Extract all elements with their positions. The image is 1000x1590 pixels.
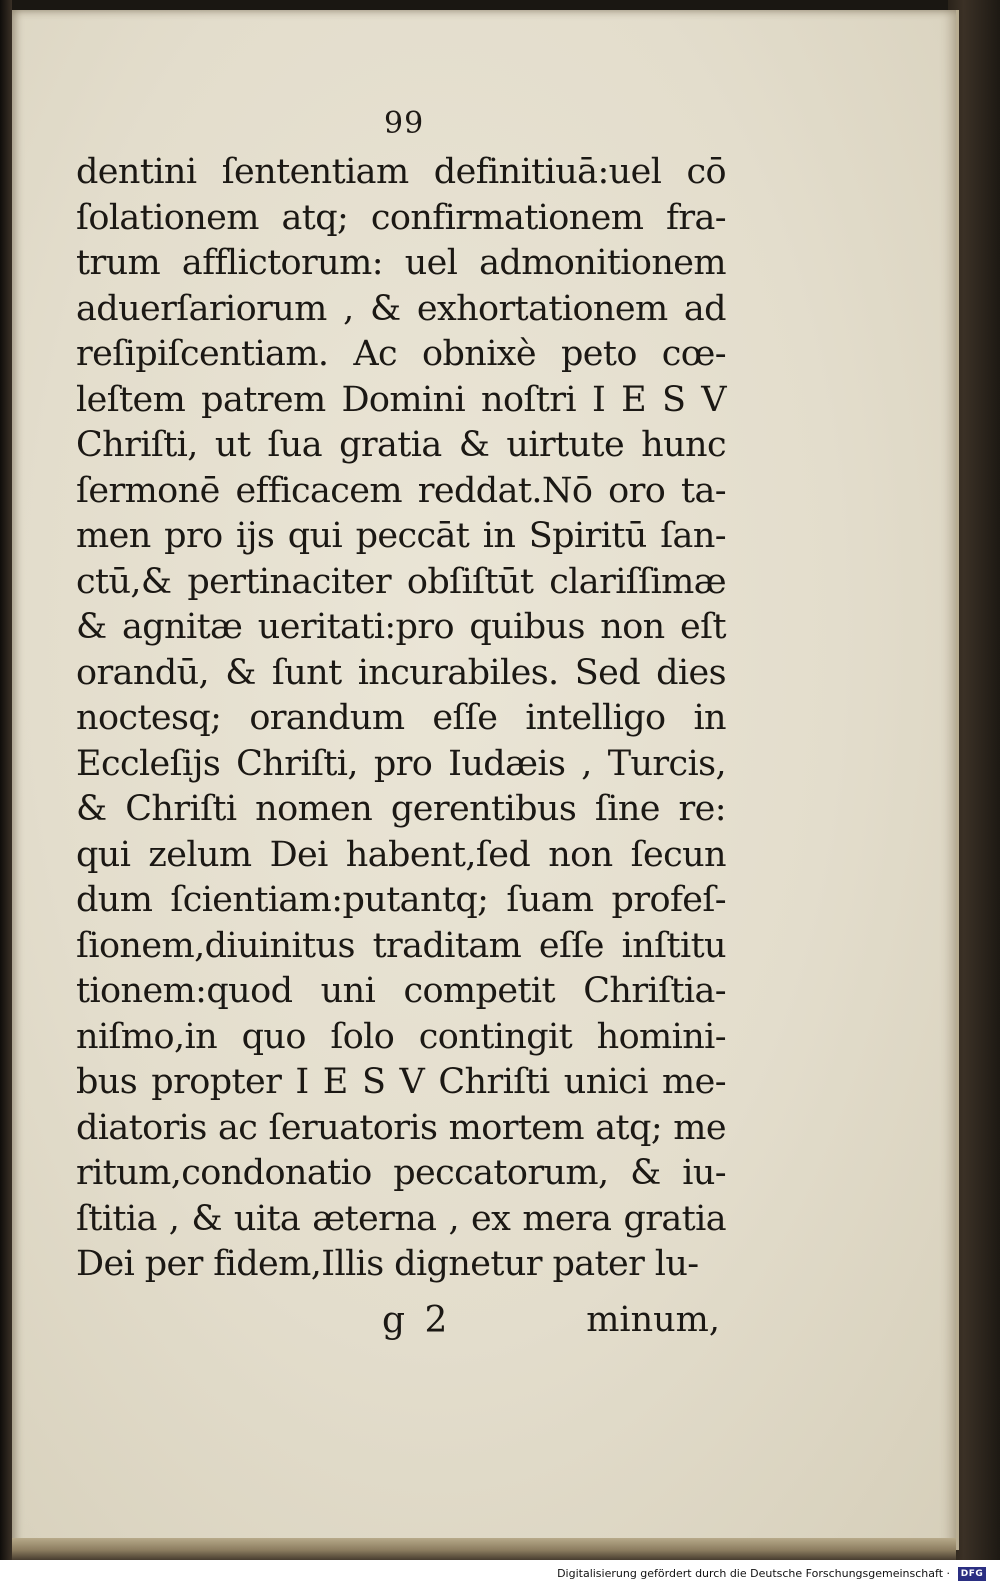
book-page <box>12 10 959 1550</box>
text-line: Dei per fidem,Illis dignetur pater lu- <box>76 1244 699 1284</box>
signature-mark: g 2 <box>382 1300 452 1341</box>
text-line: Eccleſijs Chriſti, pro Iudæis , Turcis, <box>76 743 726 784</box>
text-line: ſolationem atq; confirmationem fra- <box>76 197 726 238</box>
text-line: niſmo,in quo ſolo contingit homini- <box>76 1016 726 1057</box>
dfg-logo: DFG <box>958 1567 986 1581</box>
text-line: ſermonē efficacem reddat.Nō oro ta- <box>76 470 726 511</box>
text-line: noctesq; orandum eſſe intelligo in <box>76 698 726 738</box>
text-line: dentini ſententiam definitiuā:uel cō <box>76 152 726 192</box>
catchword: minum, <box>586 1300 720 1340</box>
binding-edge <box>0 0 12 1560</box>
text-line: tionem:quod uni competit Chriſtia- <box>76 971 726 1011</box>
text-line: men pro ijs qui peccāt in Spiritū ſan- <box>76 516 726 556</box>
text-line: bus propter I E S V Chriſti unici me- <box>76 1062 726 1102</box>
text-line: diatoris ac ſeruatoris mortem atq; me <box>76 1107 726 1148</box>
text-line: leſtem patrem Domini noſtri I E S V <box>76 379 726 420</box>
text-line: ctū,& pertinaciter obſiſtūt clariſſimæ <box>76 561 726 602</box>
text-line: & agnitæ ueritati:pro quibus non eſt <box>76 607 726 647</box>
text-line: ritum,condonatio peccatorum, & iu- <box>76 1153 726 1193</box>
text-line: aduerſariorum , & exhortationem ad <box>76 288 726 329</box>
digitization-footer <box>0 1560 1000 1590</box>
page-number: 99 <box>384 106 425 141</box>
text-line: dum ſcientiam:putantq; ſuam profeſ- <box>76 880 726 920</box>
text-line: reſipiſcentiam. Ac obnixè peto cœ- <box>76 334 726 374</box>
text-line: ſtitia , & uita æterna , ex mera gratia <box>76 1198 726 1239</box>
text-line: orandū, & ſunt incurabiles. Sed dies <box>76 652 726 693</box>
page-bottom-edge <box>12 1538 956 1562</box>
text-line: trum afflictorum: uel admonitionem <box>76 243 726 283</box>
text-line: & Chriſti nomen gerentibus ſine re: <box>76 789 726 829</box>
text-body <box>76 150 726 1288</box>
text-line: ſionem,diuinitus traditam eſſe inſtitu <box>76 925 726 966</box>
funding-credit: Digitalisierung gefördert durch die Deutsche Forschungsgemeinschaft · <box>557 1567 950 1580</box>
text-line: Chriſti, ut ſua gratia & uirtute hunc <box>76 425 726 465</box>
text-line: qui zelum Dei habent,ſed non ſecun <box>76 834 726 875</box>
signature-line <box>76 1300 726 1350</box>
